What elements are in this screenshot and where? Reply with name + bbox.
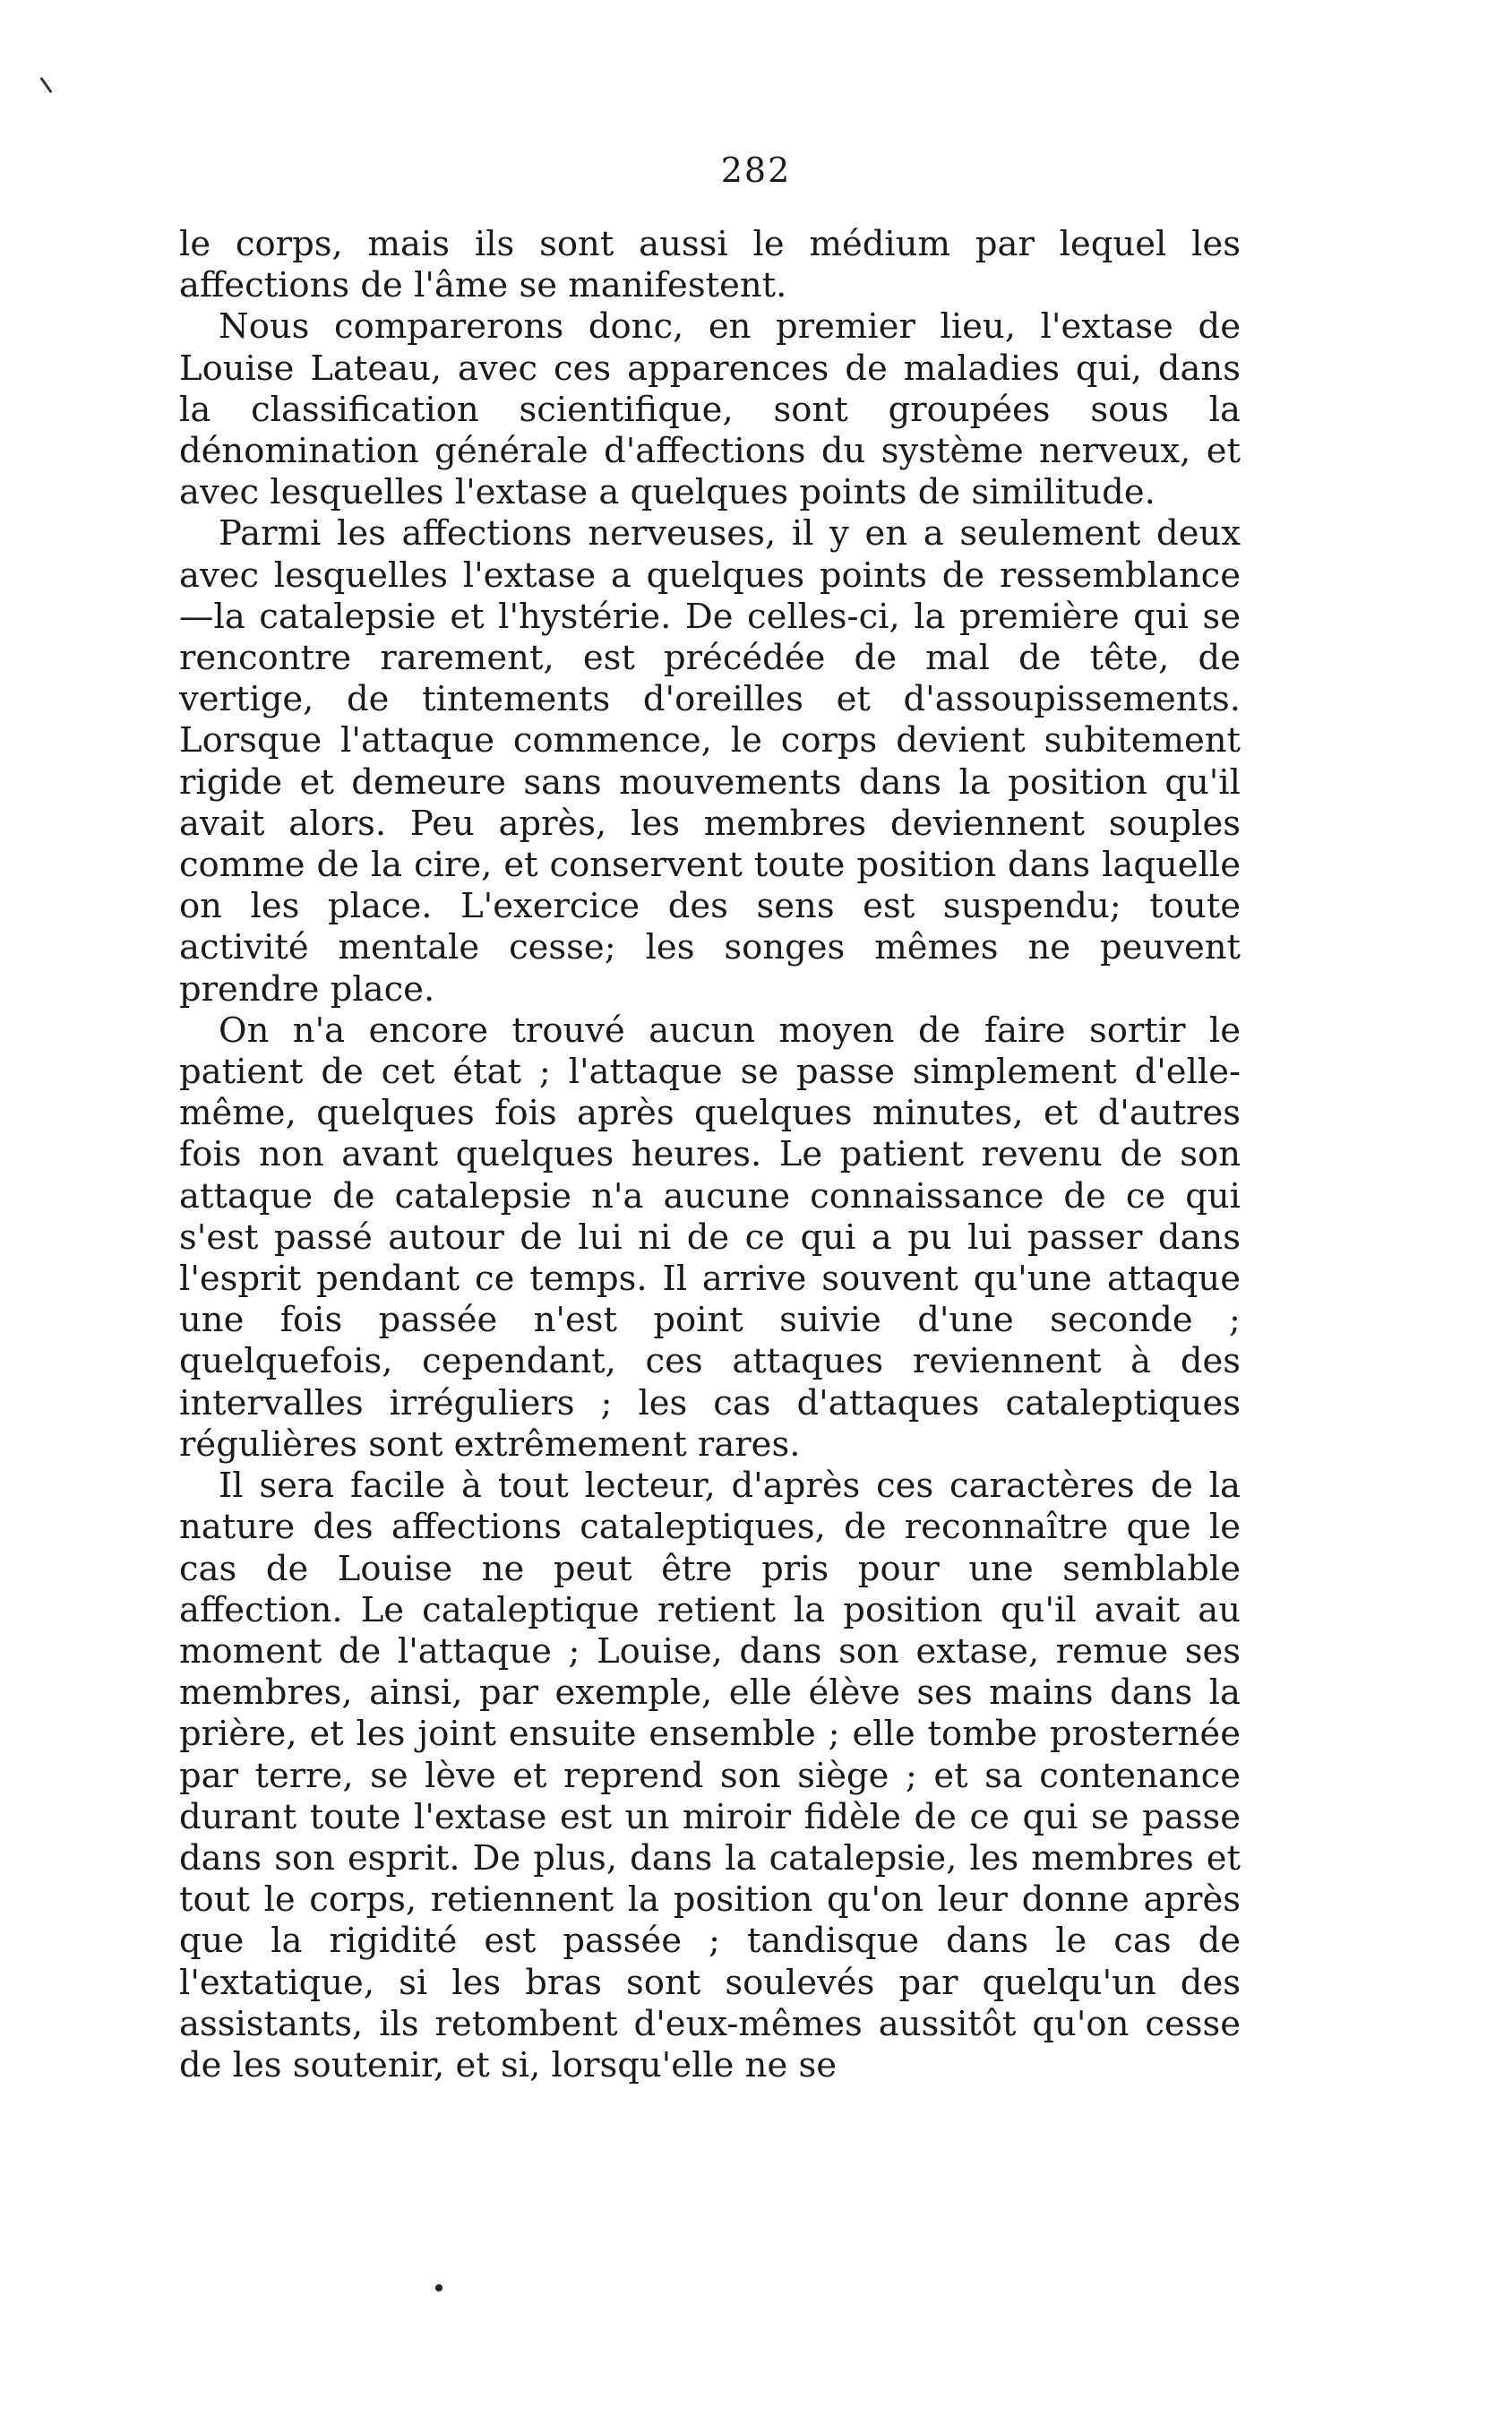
paragraph-5: Il sera facile à tout lecteur, d'après ces caractères de la nature des affections cataleptiques, de reconnaître que le cas de Louise ne peut être pris pour une semblable affection. Le cataleptique retient la position qu'il avait au moment de l'attaque ; Louise, dans son extase, remue ses membres, ainsi, par exemple, elle élève ses mains dans la prière, et les joint ensuite ensemble ; elle tombe prosternée par terre, se lève et reprend son siège ; et sa contenance durant toute l'extase est un miroir fidèle de ce qui se passe dans son esprit. De plus, dans la catalepsie, les membres et tout le corps, retiennent la position qu'on leur donne après que la rigidité est passée ; tandisque dans le cas de l'extatique, si les bras sont soulevés par quelqu'un des assistants, ils retombent d'eux-mêmes aussitôt qu'on cesse de les soutenir, et si, lorsqu'elle ne se: [179, 1466, 1241, 2085]
page-body: [179, 224, 1241, 2086]
paragraph-2: Nous comparerons donc, en premier lieu, l'extase de Louise Lateau, avec ces apparences de maladies qui, dans la classification scientifique, sont groupées sous la dénomination générale d'affections du système nerveux, et avec lesquelles l'extase a quelques points de similitude.: [179, 306, 1241, 513]
page-number: 282: [720, 150, 792, 190]
paragraph-1: le corps, mais ils sont aussi le médium par lequel les affections de l'âme se manifestent.: [179, 224, 1241, 306]
paragraph-4: On n'a encore trouvé aucun moyen de faire sortir le patient de cet état ; l'attaque se passe simplement d'elle-même, quelques fois après quelques minutes, et d'autres fois non avant quelques heures. Le patient revenu de son attaque de catalepsie n'a aucune connaissance de ce qui s'est passé autour de lui ni de ce qui a pu lui passer dans l'esprit pendant ce temps. Il arrive souvent qu'une attaque une fois passée n'est point suivie d'une seconde ; quelquefois, cependant, ces attaques reviennent à des intervalles irréguliers ; les cas d'attaques cataleptiques régulières sont extrêmement rares.: [179, 1010, 1241, 1465]
paragraph-3: Parmi les affections nerveuses, il y en a seulement deux avec lesquelles l'extase a quelques points de ressemblance —la catalepsie et l'hystérie. De celles-ci, la première qui se rencontre rarement, est précédée de mal de tête, de vertige, de tintements d'oreilles et d'assoupissements. Lorsque l'attaque commence, le corps devient subitement rigide et demeure sans mouvements dans la position qu'il avait alors. Peu après, les membres deviennent souples comme de la cire, et conservent toute position dans laquelle on les place. L'exercice des sens est suspendu; toute activité mentale cesse; les songes mêmes ne peuvent prendre place.: [179, 513, 1241, 1010]
ink-dot: [435, 2284, 442, 2291]
margin-mark: [40, 77, 53, 93]
